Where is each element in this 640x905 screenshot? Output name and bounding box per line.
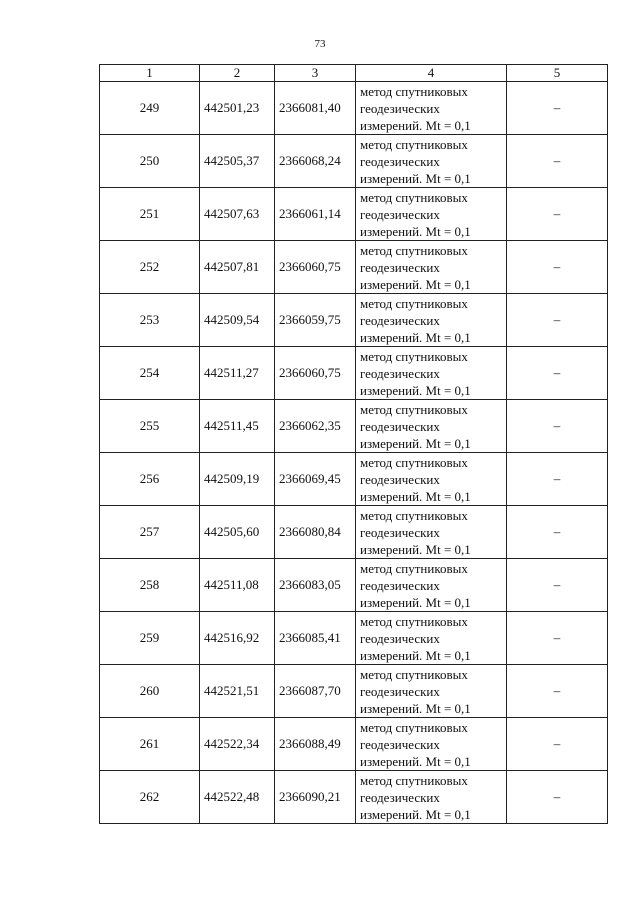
method-line: метод спутниковых xyxy=(360,189,468,205)
method-line: геодезических xyxy=(360,259,440,275)
method-cell xyxy=(356,135,507,188)
point-number-cell: 252 xyxy=(100,241,200,294)
note-cell: – xyxy=(507,294,608,347)
method-line: измерений. Mt = 0,1 xyxy=(360,170,471,186)
y-coordinate-cell: 2366088,49 xyxy=(275,718,356,771)
x-coordinate-cell: 442509,54 xyxy=(200,294,275,347)
method-line: метод спутниковых xyxy=(360,454,468,470)
point-number-cell: 261 xyxy=(100,718,200,771)
method-cell xyxy=(356,665,507,718)
method-line: метод спутниковых xyxy=(360,242,468,258)
method-line: измерений. Mt = 0,1 xyxy=(360,488,471,504)
method-line: геодезических xyxy=(360,471,440,487)
column-header-5: 5 xyxy=(507,65,608,82)
method-cell xyxy=(356,612,507,665)
table-row xyxy=(100,241,608,294)
table-row xyxy=(100,665,608,718)
table-row xyxy=(100,612,608,665)
y-coordinate-cell: 2366061,14 xyxy=(275,188,356,241)
y-coordinate-cell: 2366085,41 xyxy=(275,612,356,665)
method-line: метод спутниковых xyxy=(360,772,468,788)
note-cell: – xyxy=(507,771,608,824)
method-line: геодезических xyxy=(360,630,440,646)
column-header-3: 3 xyxy=(275,65,356,82)
table-row xyxy=(100,506,608,559)
note-cell: – xyxy=(507,718,608,771)
method-cell xyxy=(356,453,507,506)
method-line: геодезических xyxy=(360,789,440,805)
method-line: геодезических xyxy=(360,312,440,328)
x-coordinate-cell: 442516,92 xyxy=(200,612,275,665)
point-number-cell: 253 xyxy=(100,294,200,347)
point-number-cell: 259 xyxy=(100,612,200,665)
note-cell: – xyxy=(507,241,608,294)
coordinates-table xyxy=(99,64,608,824)
method-cell xyxy=(356,559,507,612)
point-number-cell: 249 xyxy=(100,82,200,135)
x-coordinate-cell: 442522,48 xyxy=(200,771,275,824)
x-coordinate-cell: 442521,51 xyxy=(200,665,275,718)
method-line: метод спутниковых xyxy=(360,560,468,576)
method-cell xyxy=(356,82,507,135)
method-line: метод спутниковых xyxy=(360,83,468,99)
method-line: метод спутниковых xyxy=(360,348,468,364)
y-coordinate-cell: 2366060,75 xyxy=(275,241,356,294)
method-line: измерений. Mt = 0,1 xyxy=(360,276,471,292)
note-cell: – xyxy=(507,135,608,188)
method-line: геодезических xyxy=(360,153,440,169)
method-cell xyxy=(356,294,507,347)
method-line: геодезических xyxy=(360,206,440,222)
point-number-cell: 257 xyxy=(100,506,200,559)
method-line: измерений. Mt = 0,1 xyxy=(360,223,471,239)
point-number-cell: 251 xyxy=(100,188,200,241)
table-row xyxy=(100,453,608,506)
method-line: измерений. Mt = 0,1 xyxy=(360,806,471,822)
note-cell: – xyxy=(507,347,608,400)
y-coordinate-cell: 2366080,84 xyxy=(275,506,356,559)
table-row xyxy=(100,82,608,135)
method-line: метод спутниковых xyxy=(360,613,468,629)
table-row xyxy=(100,559,608,612)
point-number-cell: 258 xyxy=(100,559,200,612)
column-header-4: 4 xyxy=(356,65,507,82)
note-cell: – xyxy=(507,559,608,612)
y-coordinate-cell: 2366087,70 xyxy=(275,665,356,718)
method-cell xyxy=(356,718,507,771)
note-cell: – xyxy=(507,506,608,559)
method-line: геодезических xyxy=(360,736,440,752)
method-line: геодезических xyxy=(360,365,440,381)
point-number-cell: 254 xyxy=(100,347,200,400)
method-line: метод спутниковых xyxy=(360,719,468,735)
x-coordinate-cell: 442522,34 xyxy=(200,718,275,771)
point-number-cell: 250 xyxy=(100,135,200,188)
column-header-2: 2 xyxy=(200,65,275,82)
y-coordinate-cell: 2366083,05 xyxy=(275,559,356,612)
method-line: метод спутниковых xyxy=(360,295,468,311)
method-line: геодезических xyxy=(360,100,440,116)
method-line: геодезических xyxy=(360,418,440,434)
note-cell: – xyxy=(507,400,608,453)
method-line: геодезических xyxy=(360,683,440,699)
note-cell: – xyxy=(507,188,608,241)
method-cell xyxy=(356,241,507,294)
x-coordinate-cell: 442501,23 xyxy=(200,82,275,135)
note-cell: – xyxy=(507,453,608,506)
method-line: метод спутниковых xyxy=(360,666,468,682)
method-line: измерений. Mt = 0,1 xyxy=(360,594,471,610)
x-coordinate-cell: 442505,37 xyxy=(200,135,275,188)
method-line: метод спутниковых xyxy=(360,401,468,417)
table-row xyxy=(100,347,608,400)
method-cell xyxy=(356,771,507,824)
y-coordinate-cell: 2366069,45 xyxy=(275,453,356,506)
method-line: геодезических xyxy=(360,524,440,540)
method-line: геодезических xyxy=(360,577,440,593)
method-line: измерений. Mt = 0,1 xyxy=(360,435,471,451)
table-row xyxy=(100,294,608,347)
table-row xyxy=(100,135,608,188)
table-row xyxy=(100,771,608,824)
method-line: измерений. Mt = 0,1 xyxy=(360,647,471,663)
table-row xyxy=(100,188,608,241)
method-cell xyxy=(356,188,507,241)
point-number-cell: 262 xyxy=(100,771,200,824)
method-line: метод спутниковых xyxy=(360,507,468,523)
y-coordinate-cell: 2366060,75 xyxy=(275,347,356,400)
table-body xyxy=(100,82,608,824)
note-cell: – xyxy=(507,665,608,718)
table-row xyxy=(100,718,608,771)
method-line: измерений. Mt = 0,1 xyxy=(360,329,471,345)
y-coordinate-cell: 2366059,75 xyxy=(275,294,356,347)
y-coordinate-cell: 2366081,40 xyxy=(275,82,356,135)
page-number: 73 xyxy=(314,38,326,50)
method-line: измерений. Mt = 0,1 xyxy=(360,541,471,557)
y-coordinate-cell: 2366090,21 xyxy=(275,771,356,824)
x-coordinate-cell: 442505,60 xyxy=(200,506,275,559)
table-row xyxy=(100,400,608,453)
method-cell xyxy=(356,506,507,559)
point-number-cell: 260 xyxy=(100,665,200,718)
method-line: измерений. Mt = 0,1 xyxy=(360,700,471,716)
x-coordinate-cell: 442507,81 xyxy=(200,241,275,294)
x-coordinate-cell: 442509,19 xyxy=(200,453,275,506)
table-header-row xyxy=(100,65,608,82)
point-number-cell: 256 xyxy=(100,453,200,506)
x-coordinate-cell: 442511,27 xyxy=(200,347,275,400)
method-line: измерений. Mt = 0,1 xyxy=(360,382,471,398)
method-cell xyxy=(356,400,507,453)
method-cell xyxy=(356,347,507,400)
note-cell: – xyxy=(507,612,608,665)
x-coordinate-cell: 442511,45 xyxy=(200,400,275,453)
point-number-cell: 255 xyxy=(100,400,200,453)
x-coordinate-cell: 442511,08 xyxy=(200,559,275,612)
y-coordinate-cell: 2366062,35 xyxy=(275,400,356,453)
method-line: измерений. Mt = 0,1 xyxy=(360,117,471,133)
x-coordinate-cell: 442507,63 xyxy=(200,188,275,241)
note-cell: – xyxy=(507,82,608,135)
method-line: измерений. Mt = 0,1 xyxy=(360,753,471,769)
y-coordinate-cell: 2366068,24 xyxy=(275,135,356,188)
column-header-1: 1 xyxy=(100,65,200,82)
method-line: метод спутниковых xyxy=(360,136,468,152)
